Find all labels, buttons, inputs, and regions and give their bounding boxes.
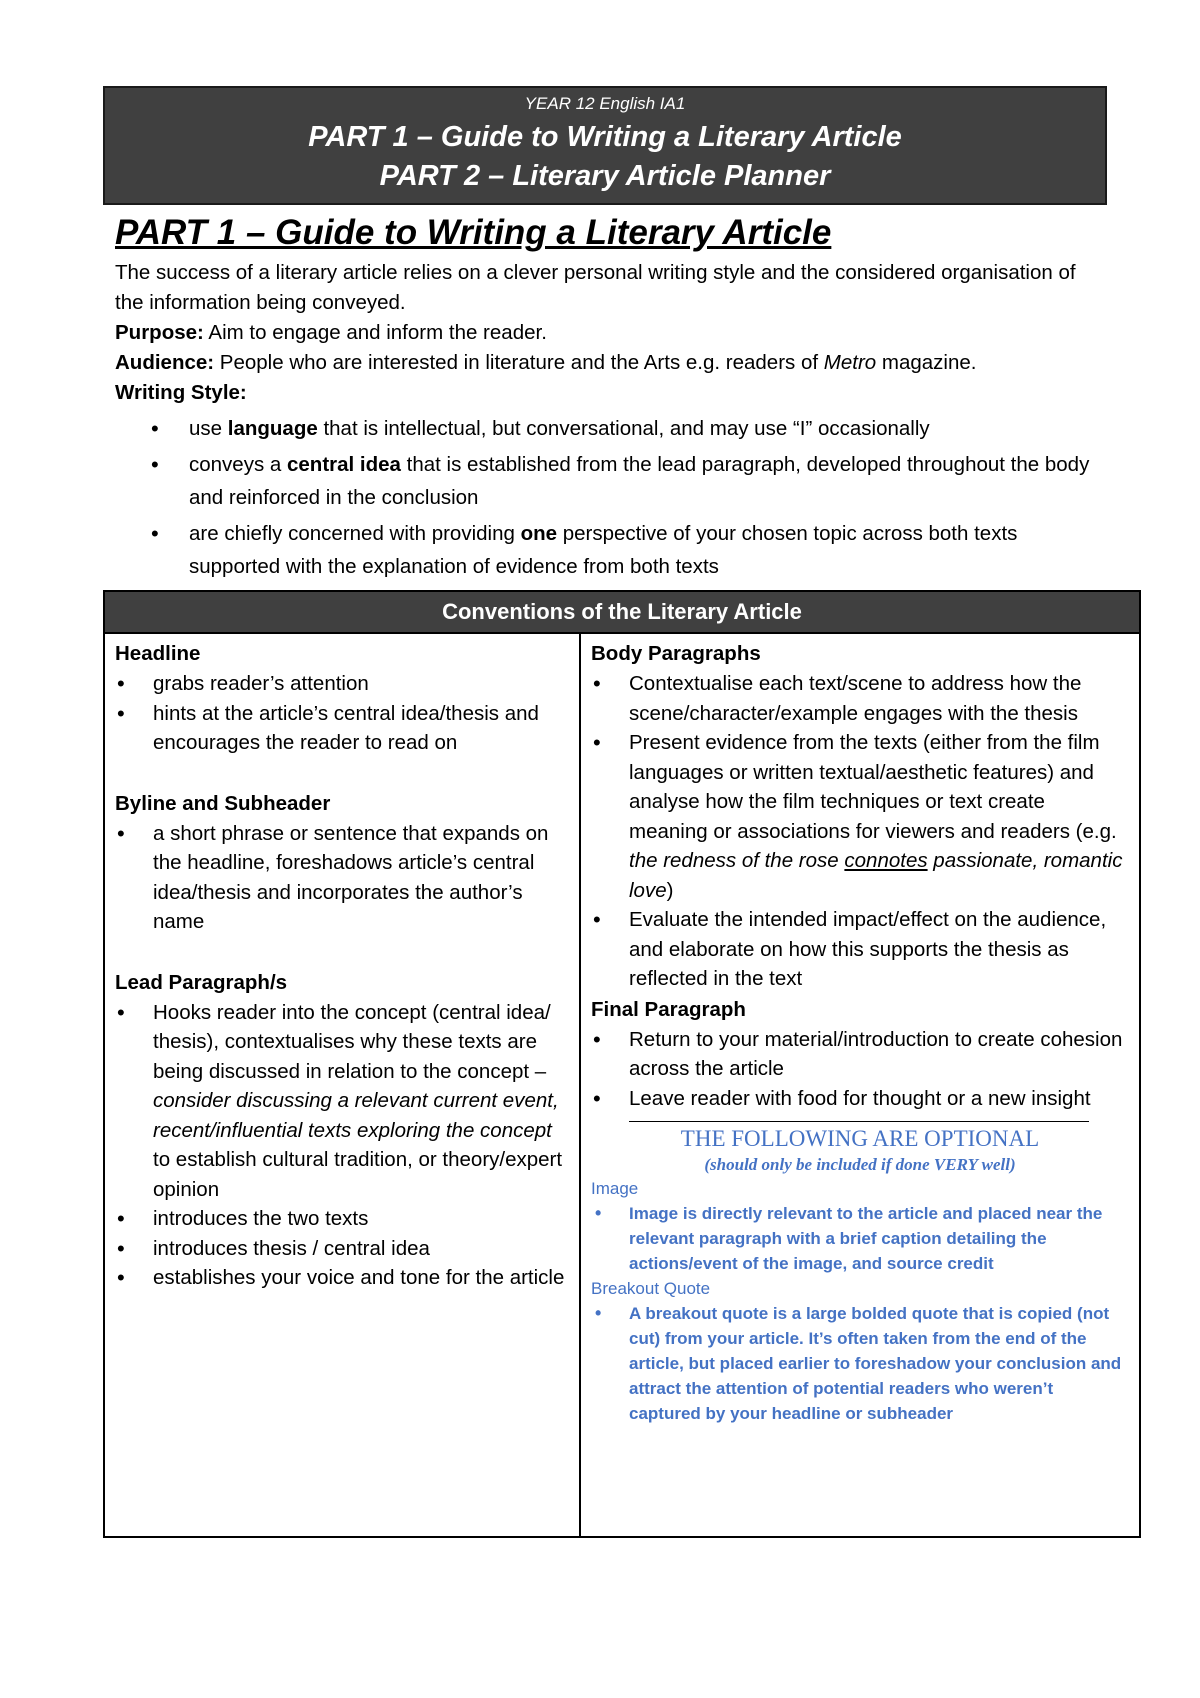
list-item: • hints at the article’s central idea/thesis and encourages the reader to read on	[153, 699, 569, 758]
image-heading: Image	[591, 1179, 639, 1198]
list-item: • introduces the two texts	[153, 1204, 569, 1234]
writing-style-list	[115, 412, 1105, 583]
page-heading: PART 1 – Guide to Writing a Literary Article	[115, 213, 832, 252]
lead-list	[115, 998, 569, 1293]
banner-part2-title: PART 2 – Literary Article Planner	[379, 160, 831, 192]
audience-label: Audience:	[115, 351, 215, 374]
audience-magazine: Metro	[823, 351, 877, 374]
purpose-line	[115, 318, 1105, 348]
optional-subtitle: (should only be included if done VERY well)	[704, 1155, 1016, 1174]
final-heading: Final Paragraph	[591, 997, 746, 1021]
list-item: • Return to your material/introduction to create cohesion across the article	[629, 1025, 1129, 1084]
headline-list	[115, 669, 569, 758]
purpose-label: Purpose:	[115, 321, 204, 344]
intro-text: The success of a literary article relies on a clever personal writing style and the considered organisation of the information being conveyed.	[115, 261, 1076, 314]
list-item: • Hooks reader into the concept (central idea/ thesis), contextualises why these texts are being discussed in relation to the concept – consider discussing a relevant current event, recent/influential texts exploring the concept to establish cultural tradition, or theory/expert opinion	[153, 998, 569, 1205]
conventions-table	[103, 590, 1141, 1538]
table-right-column	[581, 634, 1139, 1536]
writing-style-label: Writing Style:	[115, 381, 247, 404]
course-label: YEAR 12 English IA1	[524, 94, 686, 113]
byline-heading: Byline and Subheader	[115, 791, 331, 815]
table-left-column	[105, 634, 581, 1536]
final-list	[591, 1025, 1129, 1114]
list-item: • Leave reader with food for thought or a new insight	[629, 1084, 1129, 1114]
table-header: Conventions of the Literary Article	[105, 592, 1139, 634]
list-item: • Contextualise each text/scene to address how the scene/character/example engages with the thesis	[629, 669, 1129, 728]
breakout-quote-heading: Breakout Quote	[591, 1279, 711, 1298]
body-heading: Body Paragraphs	[591, 642, 761, 665]
byline-list	[115, 819, 569, 937]
purpose-text: Aim to engage and inform the reader.	[203, 321, 547, 344]
list-item: • grabs reader’s attention	[153, 669, 569, 699]
intro-section	[115, 258, 1105, 586]
audience-text-end: magazine.	[876, 351, 977, 374]
audience-line	[115, 348, 1105, 378]
list-item: • Image is directly relevant to the article and placed near the relevant paragraph with a brief caption detailing the actions/event of the image, and source credit	[629, 1201, 1129, 1276]
breakout-quote-list	[591, 1301, 1129, 1426]
lead-heading: Lead Paragraph/s	[115, 970, 288, 994]
headline-heading: Headline	[115, 642, 201, 665]
optional-title: THE FOLLOWING ARE OPTIONAL	[680, 1126, 1040, 1151]
image-list	[591, 1201, 1129, 1276]
list-item: • are chiefly concerned with providing one perspective of your chosen topic across both texts supported with the explanation of evidence from both texts	[189, 517, 1105, 583]
list-item: • establishes your voice and tone for the article	[153, 1263, 569, 1293]
title-banner	[103, 86, 1107, 205]
audience-text: People who are interested in literature and the Arts e.g. readers of	[214, 351, 824, 374]
banner-part1-title: PART 1 – Guide to Writing a Literary Article	[308, 121, 902, 153]
list-item: • introduces thesis / central idea	[153, 1234, 569, 1264]
list-item: • Present evidence from the texts (either from the film languages or written textual/aesthetic features) and analyse how the film techniques or text create meaning or associations for viewers and readers (e.g. the redness of the rose connotes passionate, romantic love)	[629, 728, 1129, 905]
list-item: • a short phrase or sentence that expands on the headline, foreshadows article’s central idea/thesis and incorporates the author’s name	[153, 819, 569, 937]
list-item: • Evaluate the intended impact/effect on the audience, and elaborate on how this supports the thesis as reflected in the text	[629, 905, 1129, 994]
divider	[629, 1121, 1089, 1122]
list-item: • use language that is intellectual, but conversational, and may use “I” occasionally	[189, 412, 1105, 445]
list-item: • A breakout quote is a large bolded quote that is copied (not cut) from your article. It’s often taken from the end of the article, but placed earlier to foreshadow your conclusion and attract the attention of potential readers who weren’t captured by your headline or subheader	[629, 1301, 1129, 1426]
list-item: • conveys a central idea that is established from the lead paragraph, developed throughout the body and reinforced in the conclusion	[189, 448, 1105, 514]
body-list	[591, 669, 1129, 994]
